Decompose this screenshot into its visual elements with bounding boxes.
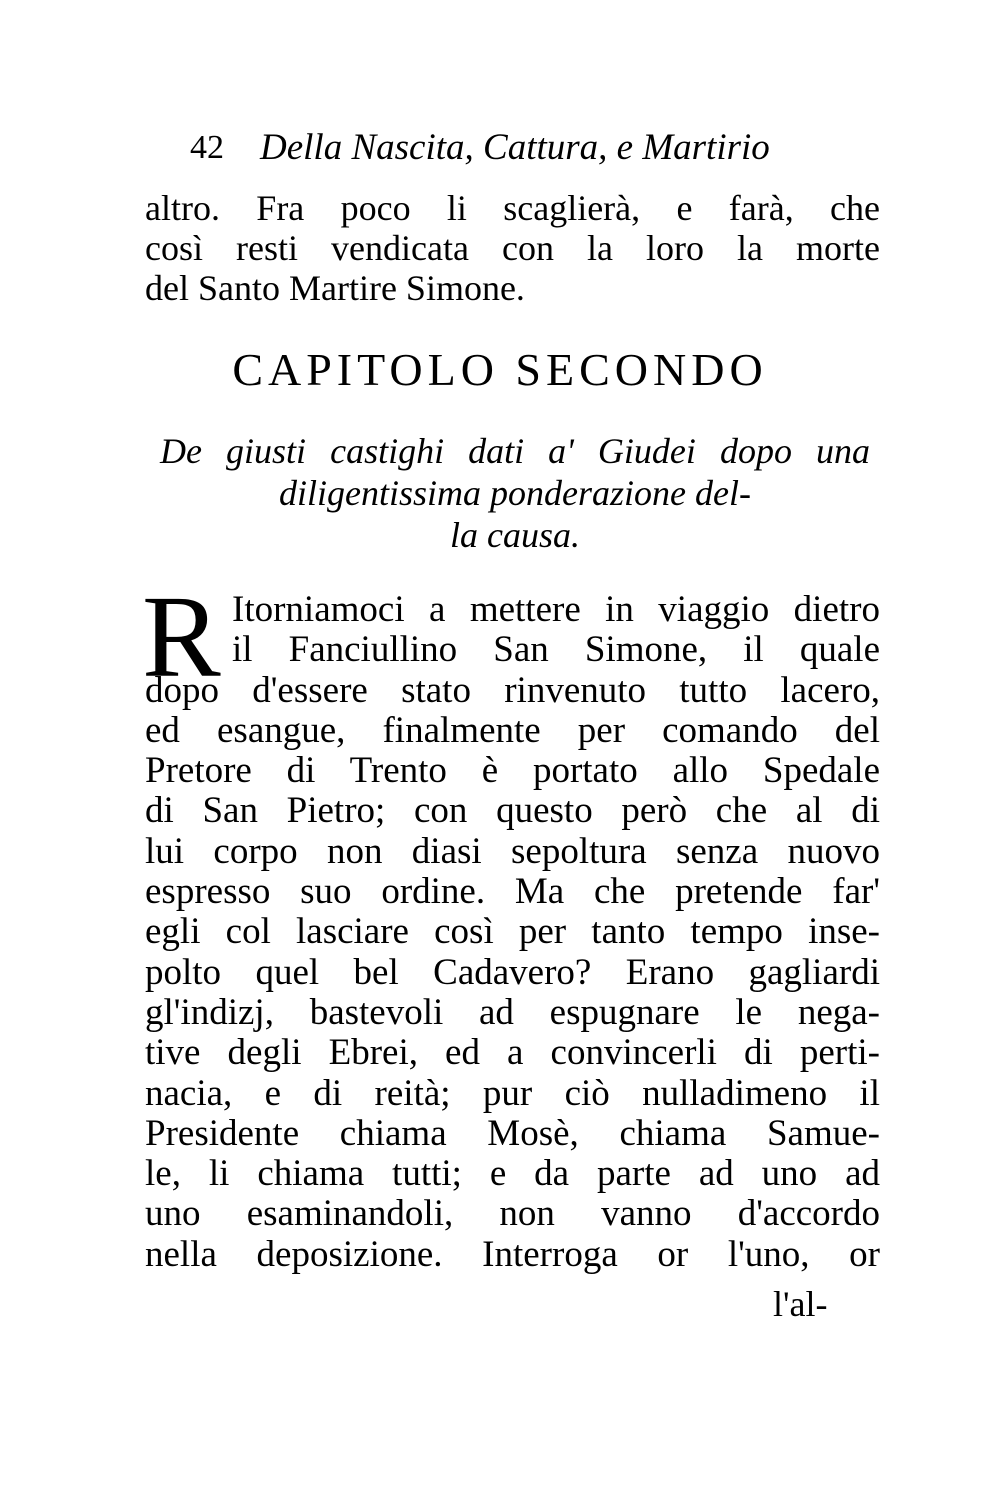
text-line: lui corpo non diasi sepoltura senza nuovo [145,830,880,872]
text-line: Pretore di Trento è portato allo Spedale [145,750,880,792]
text-line: le, li chiama tutti; e da parte ad uno ad [145,1153,880,1195]
running-head: Della Nascita, Cattura, e Martirio [260,127,770,168]
text-line: polto quel bel Cadavero? Erano gagliardi [145,951,880,993]
text-line: dopo d'essere stato rinvenuto tutto lacero, [145,669,880,711]
page-header [190,124,830,172]
drop-cap-initial: R [142,571,221,702]
continuation-paragraph [145,188,880,308]
chapter-title: CAPITOLO SECONDO [232,344,768,395]
chapter-subtitle [160,430,870,556]
text-line: nacia, e di reità; pur ciò nulladimeno il [145,1072,880,1114]
subtitle-line: la causa. [450,515,580,555]
text-line: così resti vendicata con la loro la morte [145,228,880,268]
text-line: egli col lasciare così per tanto tempo inse- [145,911,880,953]
text-line: nella deposizione. Interroga or l'uno, or [145,1233,880,1275]
text-line: di San Pietro; con questo però che al di [145,790,880,832]
text-line: tive degli Ebrei, ed a convincerli di perti- [145,1032,880,1074]
text-line: Itorniamoci a mettere in viaggio dietro [232,589,880,630]
text-line: del Santo Martire Simone. [145,268,525,308]
text-line: gl'indizj, bastevoli ad espugnare le nega- [145,991,880,1033]
text-line: il Fanciullino San Simone, il quale [232,629,880,671]
text-line: uno esaminandoli, non vanno d'accordo [145,1193,880,1235]
body-paragraph [145,590,880,1275]
subtitle-line: De giusti castighi dati a' Giudei dopo una [160,431,870,471]
catchword: l'al- [773,1284,828,1324]
text-line: altro. Fra poco li scaglierà, e farà, che [145,188,880,228]
page-number: 42 [190,129,224,166]
subtitle-line: diligentissima ponderazione del- [279,473,751,513]
text-line: ed esangue, finalmente per comando del [145,709,880,751]
text-line: Presidente chiama Mosè, chiama Samue- [145,1112,880,1154]
text-line: espresso suo ordine. Ma che pretende far' [145,871,880,913]
